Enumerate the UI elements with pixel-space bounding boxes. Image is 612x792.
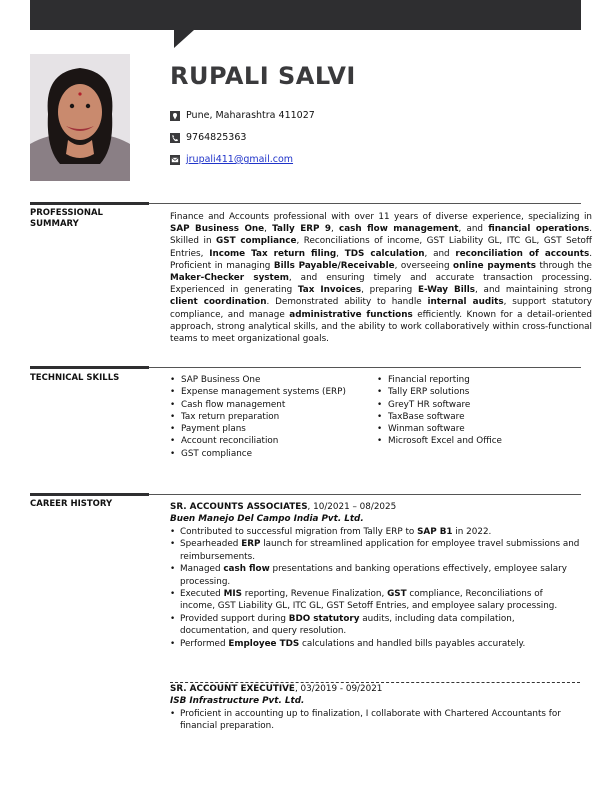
location-text: Pune, Maharashtra 411027 bbox=[186, 110, 315, 121]
list-item: • Spearheaded ERP launch for streamlined application for employee travel submissions and reimbursements. bbox=[170, 538, 580, 563]
list-item: • Performed Employee TDS calculations and handled bills payables accurately. bbox=[170, 638, 580, 650]
skill-item: • Tally ERP solutions bbox=[377, 386, 502, 398]
skills-divider-thin bbox=[149, 367, 581, 368]
profile-photo bbox=[30, 54, 130, 181]
summary-heading: PROFESSIONAL SUMMARY bbox=[30, 208, 103, 229]
skill-item: • GreyT HR software bbox=[377, 399, 502, 411]
list-item: • Executed MIS reporting, Revenue Finalization, GST compliance, Reconciliations of income, GST Liability GL, ITC GL, GST Setoff Entries, and employee salary processing. bbox=[170, 588, 580, 613]
skill-item: • Tax return preparation bbox=[170, 411, 346, 423]
header-bar bbox=[30, 0, 581, 30]
job-bullets bbox=[170, 526, 580, 650]
skills-list-left bbox=[170, 374, 346, 460]
summary-divider-thick bbox=[30, 202, 149, 205]
job-title-line: SR. ACCOUNTS ASSOCIATES, 10/2021 – 08/2025 bbox=[170, 502, 397, 512]
map-pin-icon bbox=[170, 111, 180, 121]
skills-divider-thick bbox=[30, 366, 149, 369]
skill-item: • Cash flow management bbox=[170, 399, 346, 411]
list-item: • Contributed to successful migration from Tally ERP to SAP B1 in 2022. bbox=[170, 526, 580, 538]
location-line bbox=[170, 110, 315, 121]
skills-heading: TECHNICAL SKILLS bbox=[30, 373, 120, 383]
list-item: • Managed cash flow presentations and banking operations effectively, employee salary processing. bbox=[170, 563, 580, 588]
skills-list-right bbox=[377, 374, 502, 448]
phone-line bbox=[170, 132, 246, 143]
job-bullets bbox=[170, 708, 580, 733]
job-company: ISB Infrastructure Pvt. Ltd. bbox=[170, 696, 305, 706]
skill-item: • TaxBase software bbox=[377, 411, 502, 423]
list-item: • Proficient in accounting up to finalization, I collaborate with Chartered Accountants for financial preparation. bbox=[170, 708, 580, 733]
career-heading: CAREER HISTORY bbox=[30, 499, 113, 509]
header-notch bbox=[174, 30, 194, 48]
skill-item: • SAP Business One bbox=[170, 374, 346, 386]
career-divider-thin bbox=[149, 494, 581, 495]
skill-item: • Winman software bbox=[377, 423, 502, 435]
envelope-icon bbox=[170, 155, 180, 165]
skill-item: • Financial reporting bbox=[377, 374, 502, 386]
skill-item: • Expense management systems (ERP) bbox=[170, 386, 346, 398]
job-company: Buen Manejo Del Campo India Pvt. Ltd. bbox=[170, 514, 364, 524]
job-title-line: SR. ACCOUNT EXECUTIVE, 03/2019 - 09/2021 bbox=[170, 684, 383, 694]
summary-divider-thin bbox=[149, 203, 581, 204]
candidate-name: RUPALI SALVI bbox=[170, 62, 356, 90]
job-separator bbox=[170, 682, 580, 683]
skill-item: • Account reconciliation bbox=[170, 435, 346, 447]
phone-text: 9764825363 bbox=[186, 132, 247, 143]
skill-item: • GST compliance bbox=[170, 448, 346, 460]
career-divider-thick bbox=[30, 493, 149, 496]
summary-paragraph: Finance and Accounts professional with over 11 years of diverse experience, specializing in SAP Business One, Tally ERP 9, cash flow management, and financial operations. Skilled in GST compliance, Reconciliations of income, GST Liability GL, ITC GL, GST Setoff Entries, Income Tax return filing, TDS calculation, and reconciliation of accounts. Proficient in managing Bills Payable/Receivable, overseeing online payments through the Maker-Checker system, and ensuring timely and accurate transaction processing. Experienced in generating Tax Invoices, preparing E-Way Bills, and maintaining strong client coordination. Demonstrated ability to handle internal audits, support statutory compliance, and manage administrative functions efficiently. Known for a detail-oriented approach, strong analytical skills, and the ability to work collaboratively within cross-functional teams to meet organizational goals. bbox=[170, 212, 593, 345]
list-item: • Provided support during BDO statutory audits, including data compilation, documentation, and query resolution. bbox=[170, 613, 580, 638]
skill-item: • Payment plans bbox=[170, 423, 346, 435]
skill-item: • Microsoft Excel and Office bbox=[377, 435, 502, 447]
phone-icon bbox=[170, 133, 180, 143]
email-link[interactable]: jrupali411@gmail.com bbox=[186, 154, 294, 165]
email-line bbox=[170, 154, 293, 165]
